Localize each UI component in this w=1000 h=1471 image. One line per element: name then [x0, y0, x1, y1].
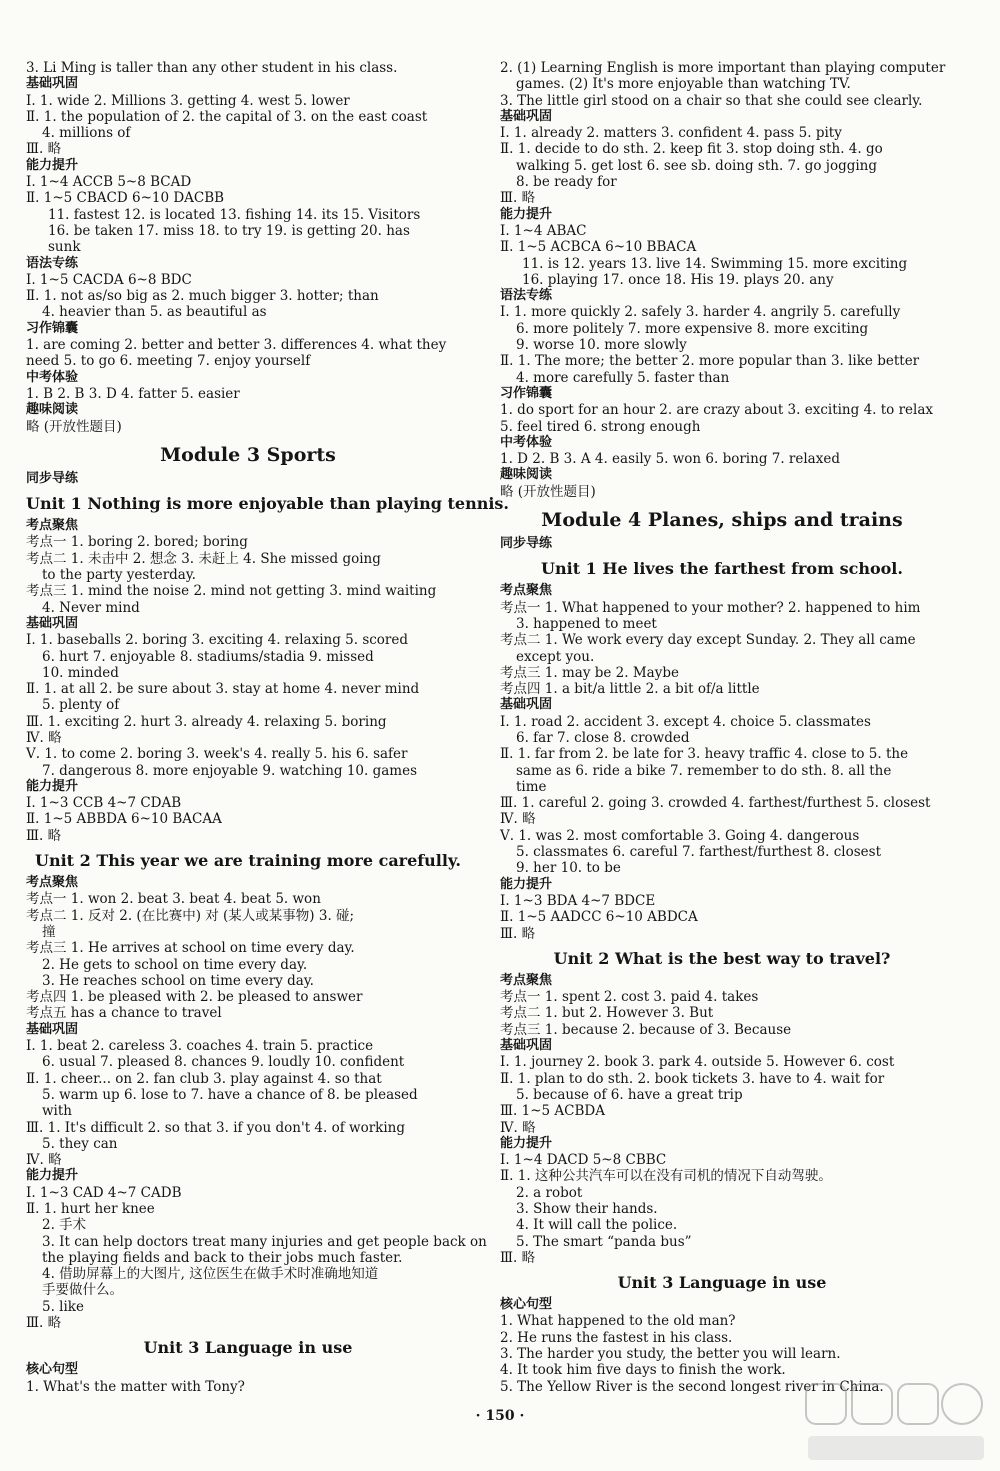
answer-line: 略 (开放性题目)	[26, 418, 122, 435]
answer-line: 3. Show their hands.	[516, 1201, 658, 1217]
answer-line: 3. happened to meet	[516, 615, 657, 632]
unit-title: Unit 2 This year we are training more carefully.	[34, 851, 461, 871]
section-heading: 基础巩固	[26, 615, 79, 631]
answer-line: Ⅲ. 略	[26, 1315, 62, 1332]
answer-line: 1. D 2. B 3. A 4. easily 5. won 6. boring 7. relaxed	[500, 451, 840, 468]
section-heading: 中考体验	[500, 434, 553, 450]
answer-line: Ⅳ. 略	[26, 1152, 62, 1169]
answer-line: Ⅰ. 1. beat 2. careless 3. coaches 4. train 5. practice	[26, 1038, 374, 1055]
answer-line: Ⅱ. 1. far from 2. be late for 3. heavy traffic 4. close to 5. the	[500, 746, 909, 763]
section-heading: 基础巩固	[500, 697, 553, 713]
answer-line: 11. fastest 12. is located 13. fishing 14. its 15. Visitors	[48, 206, 421, 223]
answer-line: Ⅱ. 1. at all 2. be sure about 3. stay at home 4. never mind	[26, 681, 420, 698]
answer-line: 考点四 1. be pleased with 2. be pleased to answer	[26, 989, 363, 1006]
section-heading: 核心句型	[26, 1362, 79, 1378]
answer-line: 8. be ready for	[516, 174, 617, 191]
answer-line: 2. He runs the fastest in his class.	[500, 1329, 733, 1346]
answer-line: Ⅳ. 略	[500, 811, 536, 828]
section-heading: 考点聚焦	[26, 875, 79, 891]
answer-line: 考点二 1. 未击中 2. 想念 3. 未赶上 4. She missed going	[26, 550, 381, 567]
answer-line: 略 (开放性题目)	[500, 483, 596, 500]
answer-line: 3. It can help doctors treat many injuries and get people back on	[42, 1233, 487, 1250]
unit-title: Unit 2 What is the best way to travel?	[553, 948, 891, 968]
answer-line: Ⅰ. 1~4 DACD 5~8 CBBC	[500, 1152, 667, 1169]
answer-line: 9. worse 10. more slowly	[516, 337, 687, 354]
answer-line: 考点一 1. spent 2. cost 3. paid 4. takes	[500, 989, 759, 1006]
answer-line: Ⅰ. 1~5 CACDA 6~8 BDC	[26, 271, 192, 288]
answer-line: 5. because of 6. have a great trip	[516, 1086, 743, 1103]
answer-line: 2. He gets to school on time every day.	[42, 956, 308, 973]
answer-line: Ⅳ. 略	[500, 1119, 536, 1136]
answer-line: 5. warm up 6. lose to 7. have a chance of 8. be pleased	[42, 1086, 418, 1103]
answer-line: 撞	[42, 923, 56, 940]
answer-line: Ⅰ. 1~4 ABAC	[500, 222, 587, 239]
answer-line: 1. are coming 2. better and better 3. differences 4. what they	[26, 337, 447, 354]
answer-line: Ⅱ. 1. The more; the better 2. more popular than 3. like better	[500, 353, 920, 370]
answer-line: 1. do sport for an hour 2. are crazy about 3. exciting 4. to relax	[500, 402, 934, 419]
section-heading: 核心句型	[500, 1297, 553, 1313]
answer-line: 考点三 1. because 2. because of 3. Because	[500, 1021, 792, 1038]
section-heading: 同步导练	[500, 536, 553, 552]
section-heading: 基础巩固	[26, 1021, 79, 1037]
answer-line: time	[516, 778, 547, 795]
answer-line: Ⅱ. 1. hurt her knee	[26, 1201, 155, 1217]
answer-line: 3. The little girl stood on a chair so that she could see clearly.	[500, 92, 923, 109]
answer-line: 4. It took him five days to finish the work.	[500, 1362, 786, 1379]
answer-line: Ⅰ. 1. baseballs 2. boring 3. exciting 4. relaxing 5. scored	[26, 632, 409, 649]
page-number: · 150 ·	[475, 1408, 525, 1424]
answer-line: 4. Never mind	[42, 599, 140, 616]
answer-line: 考点二 1. but 2. However 3. But	[500, 1005, 714, 1022]
answer-line: 考点一 1. won 2. beat 3. beat 4. beat 5. won	[26, 891, 321, 908]
answer-line: Ⅱ. 1~5 ACBCA 6~10 BBACA	[500, 239, 697, 256]
right-column	[500, 60, 944, 1395]
answer-line: Ⅱ. 1~5 AADCC 6~10 ABDCA	[500, 909, 698, 926]
answer-line: Ⅰ. 1~3 BDA 4~7 BDCE	[500, 892, 656, 909]
answer-line: Ⅲ. 略	[26, 827, 62, 844]
answer-line: Ⅱ. 1. the population of 2. the capital of 3. on the east coast	[26, 108, 428, 125]
answer-line: Ⅰ. 1. wide 2. Millions 3. getting 4. west 5. lower	[26, 92, 350, 109]
answer-line: sunk	[48, 239, 81, 256]
answer-line: 10. minded	[42, 664, 119, 681]
answer-line: Ⅱ. 1~5 CBACD 6~10 DACBB	[26, 190, 225, 207]
section-heading: 能力提升	[500, 206, 553, 222]
answer-line: 考点二 1. We work every day except Sunday. 2. They all came	[500, 632, 916, 649]
watermark-logo	[800, 1380, 990, 1466]
section-heading: 基础巩固	[26, 76, 79, 92]
answer-line: Ⅰ. 1~3 CAD 4~7 CADB	[26, 1184, 182, 1201]
answer-line: Ⅲ. 1. exciting 2. hurt 3. already 4. relaxing 5. boring	[26, 713, 387, 730]
answer-line: 4. more carefully 5. faster than	[516, 369, 730, 386]
answer-line: 1. B 2. B 3. D 4. fatter 5. easier	[26, 385, 240, 402]
answer-line: Ⅲ. 略	[26, 141, 62, 158]
section-heading: 语法专练	[26, 255, 79, 271]
answer-line: 3. Li Ming is taller than any other student in his class.	[26, 60, 398, 76]
answer-line: games. (2) It's more enjoyable than watching TV.	[516, 76, 851, 93]
answer-line: Ⅱ. 1. decide to do sth. 2. keep fit 3. stop doing sth. 4. go	[500, 141, 883, 158]
answer-line: Ⅰ. 1. journey 2. book 3. park 4. outside 5. However 6. cost	[500, 1054, 895, 1071]
section-heading: 能力提升	[26, 157, 79, 173]
section-heading: 考点聚焦	[26, 518, 79, 534]
answer-line: 考点三 1. mind the noise 2. mind not getting 3. mind waiting	[26, 583, 437, 600]
answer-line: 5. they can	[42, 1135, 118, 1152]
section-heading: 同步导练	[26, 470, 79, 486]
answer-line: 6. usual 7. pleased 8. chances 9. loudly 10. confident	[42, 1054, 405, 1071]
answer-line: 7. dangerous 8. more enjoyable 9. watching 10. games	[42, 762, 418, 779]
left-column	[26, 60, 509, 1395]
answer-line: 2. 手术	[42, 1217, 87, 1234]
answer-line: need 5. to go 6. meeting 7. enjoy yourself	[26, 353, 311, 370]
answer-line: Ⅰ. 1. already 2. matters 3. confident 4. pass 5. pity	[500, 125, 842, 142]
section-heading: 考点聚焦	[500, 972, 553, 988]
answer-line: Ⅱ. 1~5 ABBDA 6~10 BACAA	[26, 811, 222, 828]
section-heading: 考点聚焦	[500, 583, 553, 599]
answer-line: 2. (1) Learning English is more important than playing computer	[500, 60, 946, 76]
answer-line: Ⅲ. 略	[500, 925, 536, 942]
answer-line: Ⅱ. 1. cheer... on 2. fan club 3. play against 4. so that	[26, 1070, 382, 1087]
answer-line: Ⅲ. 略	[500, 1249, 536, 1266]
section-heading: 能力提升	[500, 1135, 553, 1151]
unit-title: Unit 1 Nothing is more enjoyable than playing tennis.	[26, 494, 509, 514]
module-title: Module 4 Planes, ships and trains	[541, 509, 903, 532]
answer-line: 考点三 1. may be 2. Maybe	[500, 664, 679, 681]
answer-line: 4. heavier than 5. as beautiful as	[42, 304, 267, 321]
answer-line: 5. like	[42, 1298, 84, 1315]
answer-line: Ⅰ. 1. road 2. accident 3. except 4. choice 5. classmates	[500, 713, 871, 730]
answer-line: 3. The harder you study, the better you will learn.	[500, 1346, 841, 1363]
answer-line: Ⅰ. 1. more quickly 2. safely 3. harder 4. angrily 5. carefully	[500, 304, 901, 321]
unit-title: Unit 3 Language in use	[617, 1273, 827, 1293]
answer-line: Ⅱ. 1. plan to do sth. 2. book tickets 3. have to 4. wait for	[500, 1070, 885, 1087]
unit-title: Unit 3 Language in use	[143, 1338, 353, 1358]
answer-line: walking 5. get lost 6. see sb. doing sth. 7. go jogging	[516, 157, 878, 174]
answer-line: 5. The smart “panda bus”	[516, 1233, 692, 1250]
answer-line: 考点四 1. a bit/a little 2. a bit of/a little	[500, 681, 760, 698]
answer-line: 5. feel tired 6. strong enough	[500, 418, 701, 435]
section-heading: 能力提升	[26, 778, 79, 794]
answer-line: 考点一 1. What happened to your mother? 2. happened to him	[500, 599, 921, 616]
answer-line: Ⅱ. 1. 这种公共汽车可以在没有司机的情况下自动驾驶。	[500, 1168, 832, 1185]
answer-line: 手要做什么。	[42, 1282, 123, 1299]
answer-line: 5. The Yellow River is the second longest river in China.	[500, 1378, 884, 1395]
answer-line: the playing fields and back to their jobs much faster.	[42, 1249, 403, 1266]
section-heading: 趣味阅读	[26, 402, 79, 418]
section-heading: 语法专练	[500, 288, 553, 304]
section-heading: 习作锦囊	[26, 320, 79, 336]
answer-line: 考点一 1. boring 2. bored; boring	[26, 534, 248, 551]
unit-title: Unit 1 He lives the farthest from school.	[541, 559, 903, 579]
answer-line: 16. be taken 17. miss 18. to try 19. is getting 20. has	[48, 222, 410, 239]
section-heading: 习作锦囊	[500, 385, 553, 401]
answer-line: 9. her 10. to be	[516, 860, 621, 877]
answer-line: except you.	[516, 648, 595, 665]
answer-line: to the party yesterday.	[42, 567, 196, 584]
answer-line: 4. 借助屏幕上的大图片, 这位医生在做手术时准确地知道	[42, 1266, 379, 1283]
answer-line: 6. more politely 7. more expensive 8. more exciting	[516, 320, 869, 337]
answer-line: 考点五 has a chance to travel	[26, 1005, 222, 1022]
answer-line: Ⅰ. 1~3 CCB 4~7 CDAB	[26, 795, 182, 812]
section-heading: 能力提升	[500, 876, 553, 892]
answer-line: 4. It will call the police.	[516, 1217, 678, 1234]
section-heading: 能力提升	[26, 1168, 79, 1184]
answer-line: 考点二 1. 反对 2. (在比赛中) 对 (某人或某事物) 3. 碰;	[26, 907, 355, 924]
answer-line: 2. a robot	[516, 1184, 583, 1201]
answer-line: Ⅲ. 1. It's difficult 2. so that 3. if you don't 4. of working	[26, 1119, 405, 1136]
answer-line: Ⅲ. 1~5 ACBDA	[500, 1103, 605, 1120]
section-heading: 基础巩固	[500, 108, 553, 124]
answer-line: 5. plenty of	[42, 697, 120, 714]
section-heading: 趣味阅读	[500, 467, 553, 483]
answer-line: with	[42, 1103, 72, 1120]
answer-line: 11. is 12. years 13. live 14. Swimming 15. more exciting	[522, 255, 908, 272]
answer-line: Ⅰ. 1~4 ACCB 5~8 BCAD	[26, 174, 192, 191]
answer-line: 6. hurt 7. enjoyable 8. stadiums/stadia 9. missed	[42, 648, 374, 665]
answer-line: 16. playing 17. once 18. His 19. plays 20. any	[522, 271, 834, 288]
answer-line: Ⅱ. 1. not as/so big as 2. much bigger 3. hotter; than	[26, 288, 379, 305]
answer-line: 1. What happened to the old man?	[500, 1313, 736, 1330]
section-heading: 中考体验	[26, 369, 79, 385]
answer-line: 6. far 7. close 8. crowded	[516, 729, 690, 746]
answer-line: Ⅳ. 略	[26, 729, 62, 746]
answer-line: same as 6. ride a bike 7. remember to do sth. 8. all the	[516, 762, 892, 779]
answer-line: 1. What's the matter with Tony?	[26, 1378, 245, 1395]
answer-line: Ⅲ. 略	[500, 190, 536, 207]
answer-line: 考点三 1. He arrives at school on time every day.	[26, 940, 355, 957]
answer-line: 5. classmates 6. careful 7. farthest/furthest 8. closest	[516, 844, 881, 861]
answer-line: Ⅴ. 1. to come 2. boring 3. week's 4. really 5. his 6. safer	[26, 746, 408, 763]
answer-line: 3. He reaches school on time every day.	[42, 972, 314, 989]
answer-line: Ⅲ. 1. careful 2. going 3. crowded 4. farthest/furthest 5. closest	[500, 795, 931, 812]
answer-line: Ⅴ. 1. was 2. most comfortable 3. Going 4. dangerous	[500, 827, 860, 844]
section-heading: 基础巩固	[500, 1038, 553, 1054]
module-title: Module 3 Sports	[160, 443, 336, 466]
answer-line: 4. millions of	[42, 125, 131, 142]
